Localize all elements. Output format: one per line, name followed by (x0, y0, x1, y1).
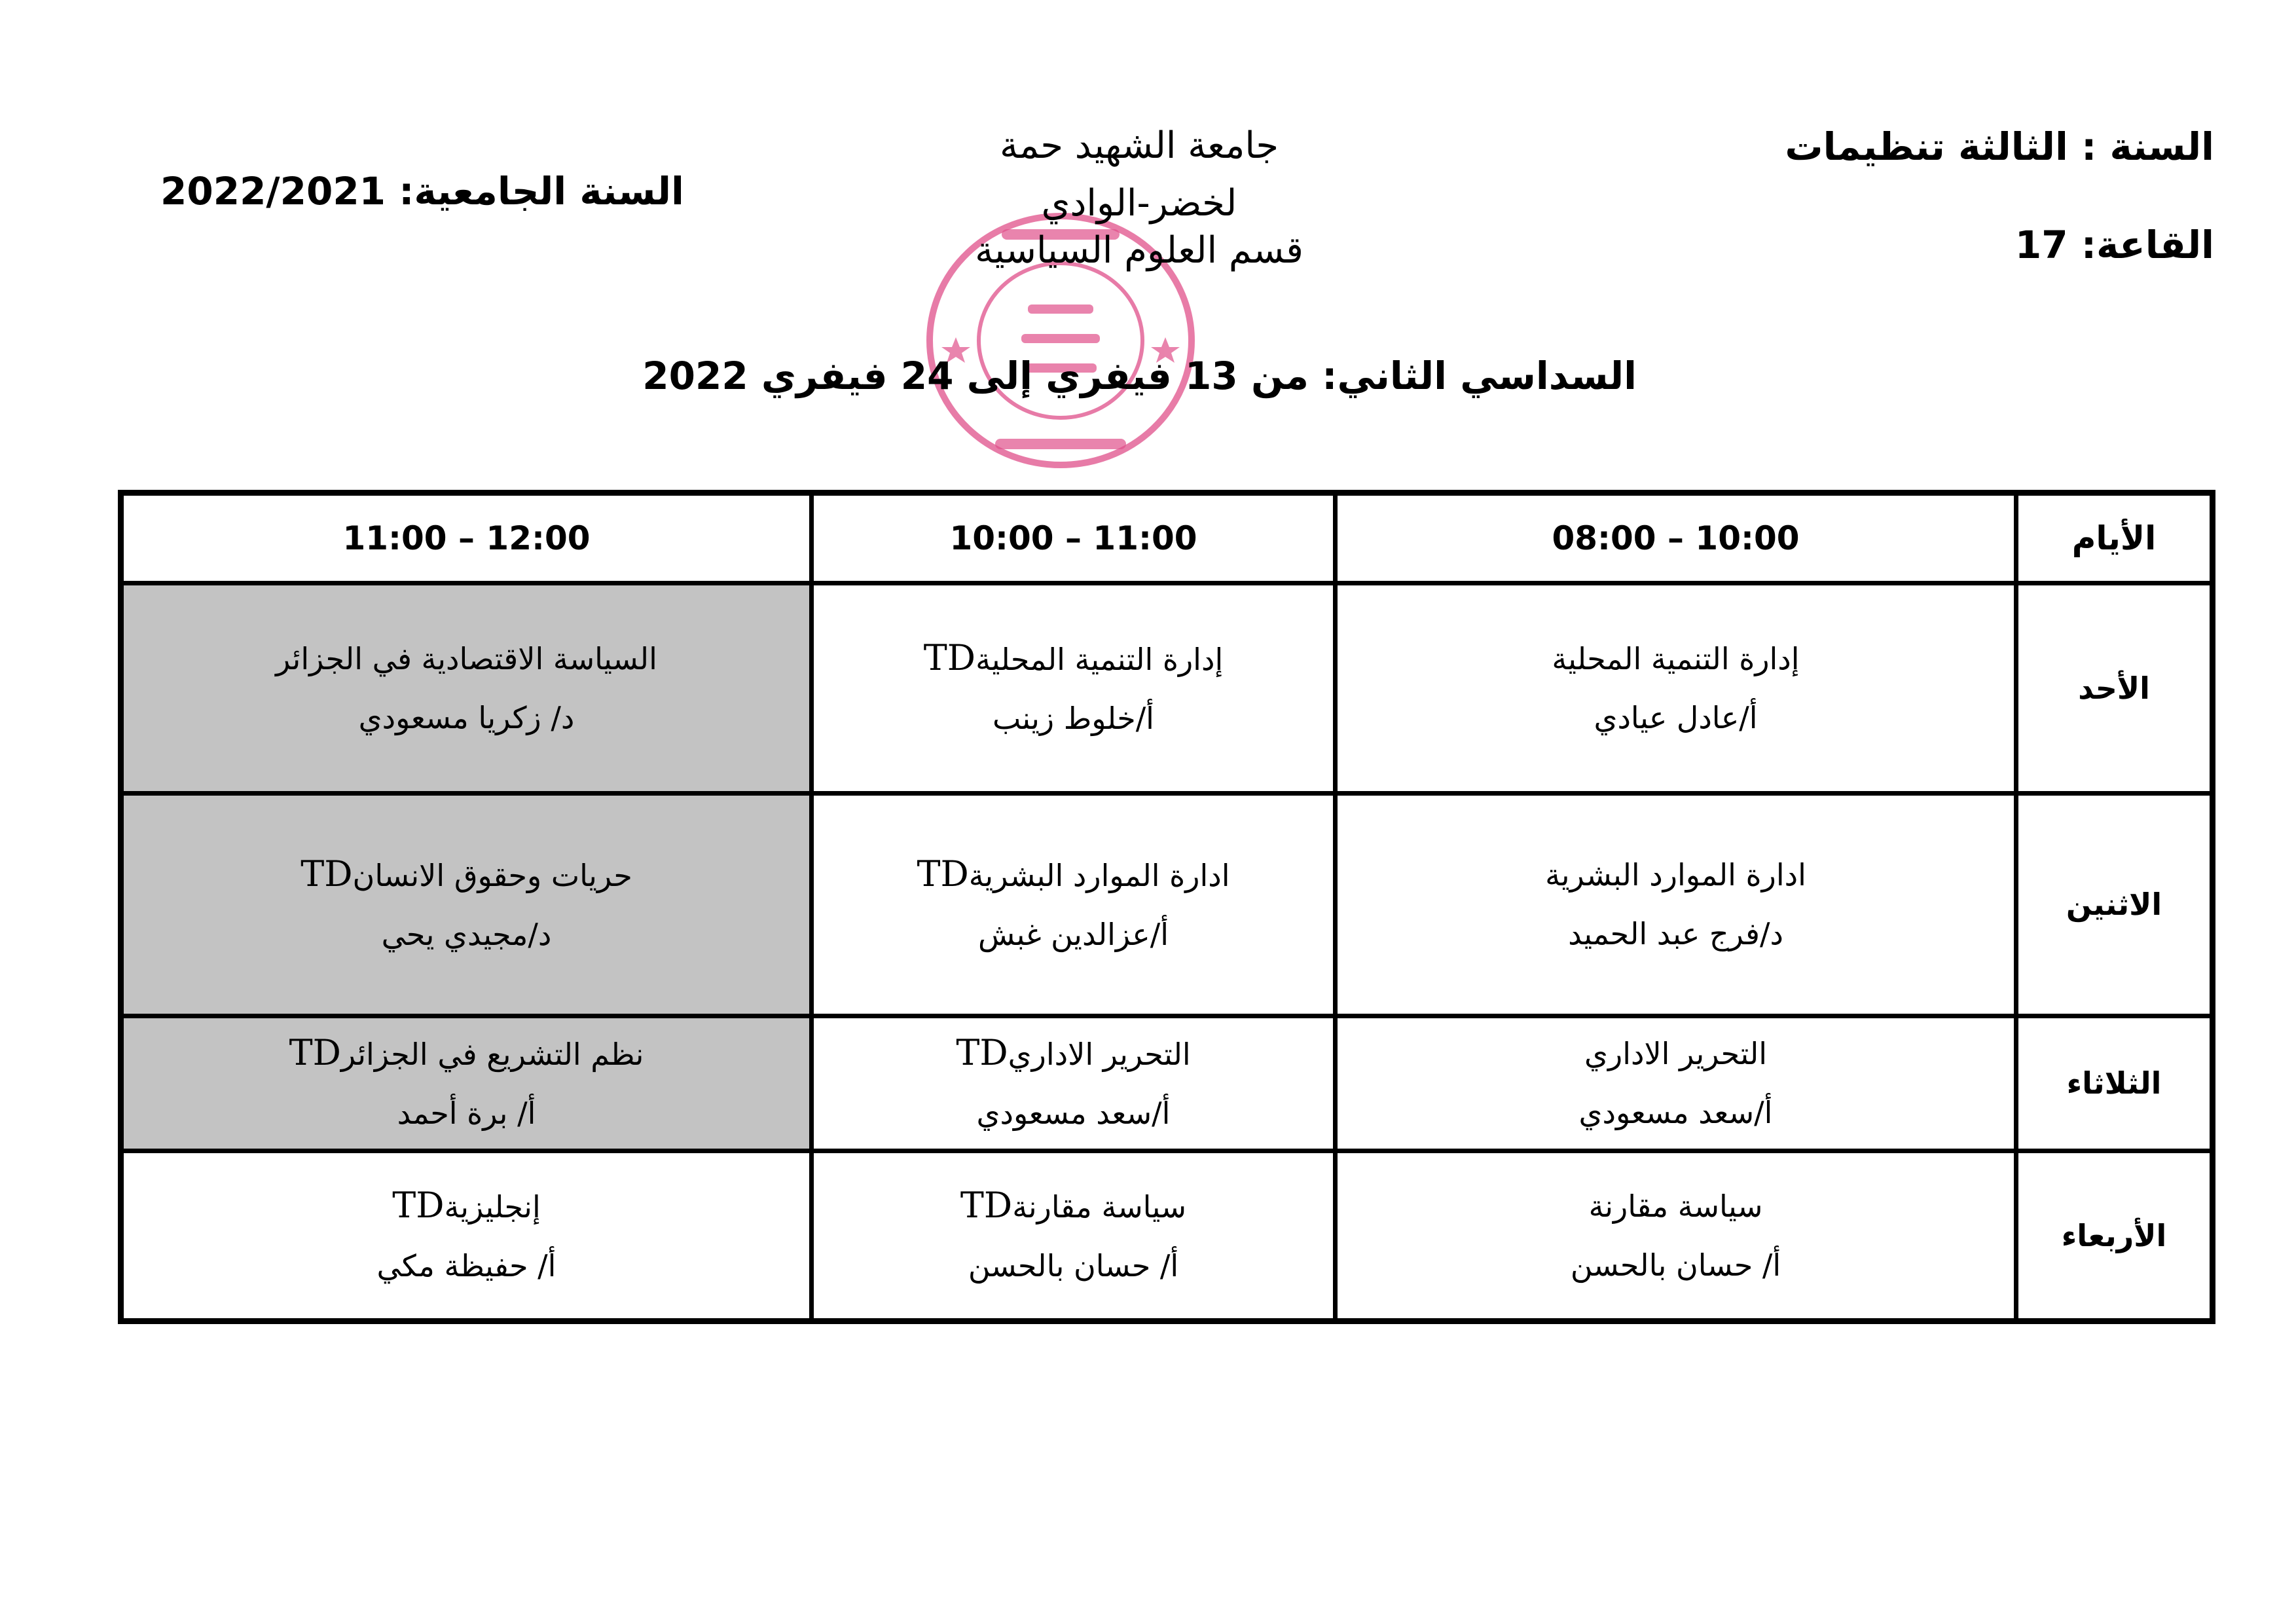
course-cell (812, 1016, 1336, 1151)
teacher-name: أ/عادل عيادي (1594, 699, 1758, 735)
course-name: السياسة الاقتصادية في الجزائر (276, 640, 657, 676)
td-marker: TD (289, 1032, 341, 1074)
course-cell (121, 1151, 812, 1321)
teacher-name: أ/عزالدين غبش (977, 917, 1169, 953)
course-cell (121, 793, 812, 1016)
teacher-name: أ/سعد مسعودي (1578, 1095, 1773, 1131)
table-row (121, 793, 2213, 1016)
teacher-name: د/مجيدي يحي (381, 917, 552, 953)
teacher-name: أ/سعد مسعودي (976, 1096, 1171, 1132)
day-cell: الاثنين (2016, 793, 2213, 1016)
course-name: سياسة مقارنة (1588, 1188, 1763, 1224)
teacher-name: د/ زكريا مسعودي (358, 699, 575, 735)
teacher-name: أ/ برة أحمد (397, 1096, 536, 1132)
teacher-name: د/فرج عبد الحميد (1568, 916, 1783, 952)
department-name: قسم العلوم السياسية (975, 229, 1303, 272)
course-name: حريات وحقوق الانسان (352, 858, 632, 894)
room-label: القاعة: 17 (2014, 223, 2214, 267)
table-row (121, 583, 2213, 794)
td-marker: TD (960, 1184, 1013, 1226)
course-cell (1336, 583, 2016, 794)
course-cell (812, 583, 1336, 794)
course-name: ادارة الموارد البشرية (968, 858, 1230, 894)
slot-header: 10:00 – 11:00 (812, 493, 1336, 583)
course-name: إنجليزية (444, 1189, 541, 1225)
university-name: جامعة الشهيد حمة (999, 124, 1279, 167)
slot-header: 11:00 – 12:00 (121, 493, 812, 583)
course-name: ادارة الموارد البشرية (1545, 857, 1806, 893)
teacher-name: أ/ حسان بالحسن (968, 1247, 1179, 1283)
course-name: إدارة التنمية المحلية (1552, 640, 1800, 676)
semester-title: السداسي الثاني: من 13 فيفري إلى 24 فيفري 2022 (642, 354, 1637, 398)
td-marker: TD (923, 637, 976, 678)
academic-year-label: السنة الجامعية: 2022/2021 (160, 169, 684, 213)
course-cell (812, 1151, 1336, 1321)
course-name: التحرير الاداري (1584, 1036, 1768, 1072)
td-marker: TD (392, 1184, 445, 1226)
days-header: الأيام (2016, 493, 2213, 583)
td-marker: TD (956, 1032, 1008, 1074)
course-cell (121, 583, 812, 794)
university-city: لخضر-الوادي (1041, 182, 1237, 225)
course-name: إدارة التنمية المحلية (975, 641, 1224, 677)
td-marker: TD (917, 853, 969, 895)
course-cell (1336, 1151, 2016, 1321)
timetable-header-row (121, 493, 2213, 583)
course-cell (121, 1016, 812, 1151)
teacher-name: أ/ حسان بالحسن (1570, 1247, 1781, 1283)
day-cell: الأحد (2016, 583, 2213, 794)
slot-header: 08:00 – 10:00 (1336, 493, 2016, 583)
table-row (121, 1151, 2213, 1321)
course-name: نظم التشريع في الجزائر (340, 1037, 644, 1073)
timetable (118, 490, 2215, 1324)
course-cell (1336, 1016, 2016, 1151)
course-cell (812, 793, 1336, 1016)
level-label: السنة : الثالثة تنظيمات (1785, 124, 2214, 169)
day-cell: الأربعاء (2016, 1151, 2213, 1321)
course-cell (1336, 793, 2016, 1016)
teacher-name: أ/خلوط زينب (993, 700, 1154, 736)
table-row (121, 1016, 2213, 1151)
day-cell: الثلاثاء (2016, 1016, 2213, 1151)
td-marker: TD (301, 853, 353, 895)
teacher-name: أ/ حفيظة مكي (376, 1247, 556, 1283)
course-name: التحرير الاداري (1008, 1037, 1191, 1073)
course-name: سياسة مقارنة (1012, 1189, 1187, 1225)
